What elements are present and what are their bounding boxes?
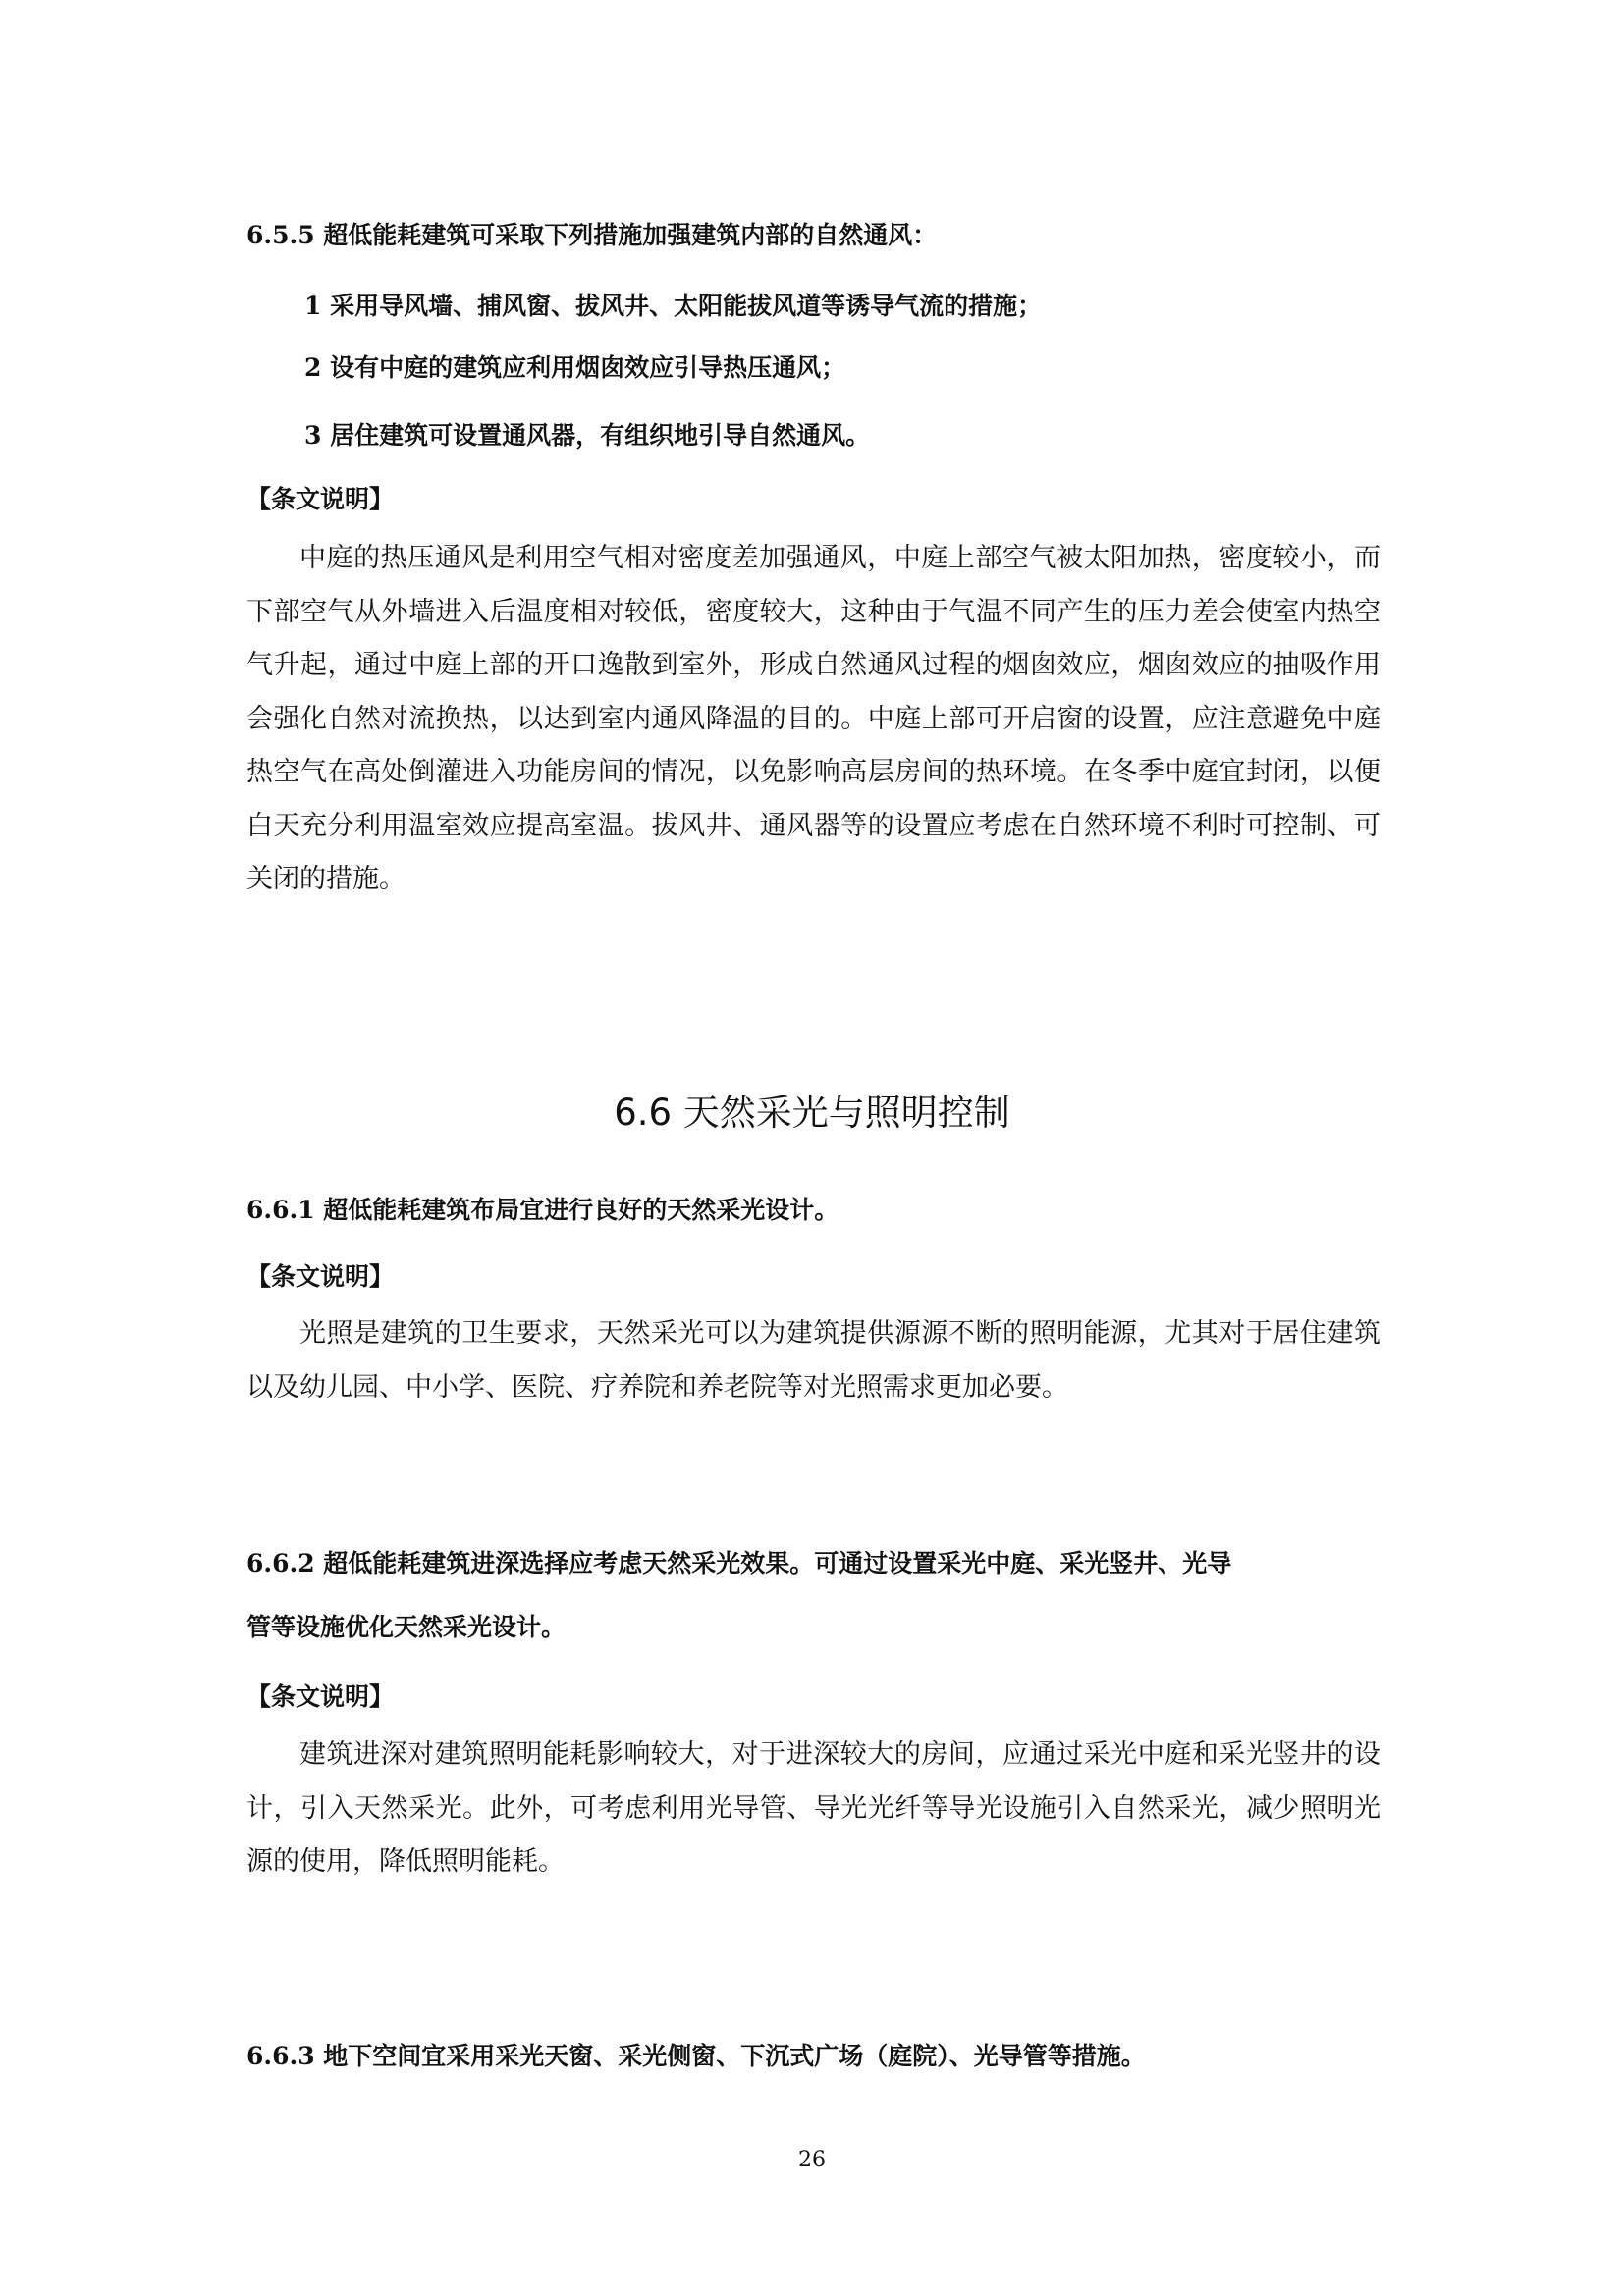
note-paragraph: 光照是建筑的卫生要求，天然采光可以为建筑提供源源不断的照明能源，尤其对于居住建筑以及幼儿园、中小学、医院、疗养院和养老院等对光照需求更加必要。 <box>246 1318 1380 1403</box>
clause-6-6-2-line-2: 管等设施优化天然采光设计。 <box>246 1613 567 1641</box>
clause-item-2: 2 设有中庭的建筑应利用烟囱效应引导热压通风； <box>304 353 846 382</box>
clause-item-1: 1 采用导风墙、捕风窗、拔风井、太阳能拔风道等诱导气流的措施； <box>304 292 1043 320</box>
note-label: 【条文说明】 <box>246 1682 395 1711</box>
clause-6-6-2-line-1: 6.6.2 超低能耗建筑进深选择应考虑天然采光效果。可通过设置采光中庭、采光竖井、光导 <box>246 1549 1232 1577</box>
clause-6-5-5: 6.5.5 超低能耗建筑可采取下列措施加强建筑内部的自然通风： <box>246 221 938 249</box>
section-title: 6.6 天然采光与照明控制 <box>614 1092 1010 1134</box>
note-label: 【条文说明】 <box>246 485 395 513</box>
note-paragraph: 建筑进深对建筑照明能耗影响较大，对于进深较大的房间，应通过采光中庭和采光竖井的设计，引入天然采光。此外，可考虑利用光导管、导光光纤等导光设施引入自然采光，减少照明光源的使用，降低照明能耗。 <box>246 1739 1380 1877</box>
note-label: 【条文说明】 <box>246 1262 395 1291</box>
clause-item-3: 3 居住建筑可设置通风器，有组织地引导自然通风。 <box>304 421 871 450</box>
clause-6-6-1: 6.6.1 超低能耗建筑布局宜进行良好的天然采光设计。 <box>246 1196 839 1224</box>
note-paragraph: 中庭的热压通风是利用空气相对密度差加强通风，中庭上部空气被太阳加热，密度较小，而下部空气从外墙进入后温度相对较低，密度较大，这种由于气温不同产生的压力差会使室内热空气升起，通过中庭上部的开口逸散到室外，形成自然通风过程的烟囱效应，烟囱效应的抽吸作用会强化自然对流换热，以达到室内通风降温的目的。中庭上部可开启窗的设置，应注意避免中庭热空气在高处倒灌进入功能房间的情况，以免影响高层房间的热环境。在冬季中庭宜封闭，以便白天充分利用温室效应提高室温。拔风井、通风器等的设置应考虑在自然环境不利时可控制、可关闭的措施。 <box>246 543 1380 894</box>
page-number: 26 <box>798 2148 826 2172</box>
clause-6-6-3: 6.6.3 地下空间宜采用采光天窗、采光侧窗、下沉式广场（庭院）、光导管等措施。 <box>246 2042 1146 2070</box>
